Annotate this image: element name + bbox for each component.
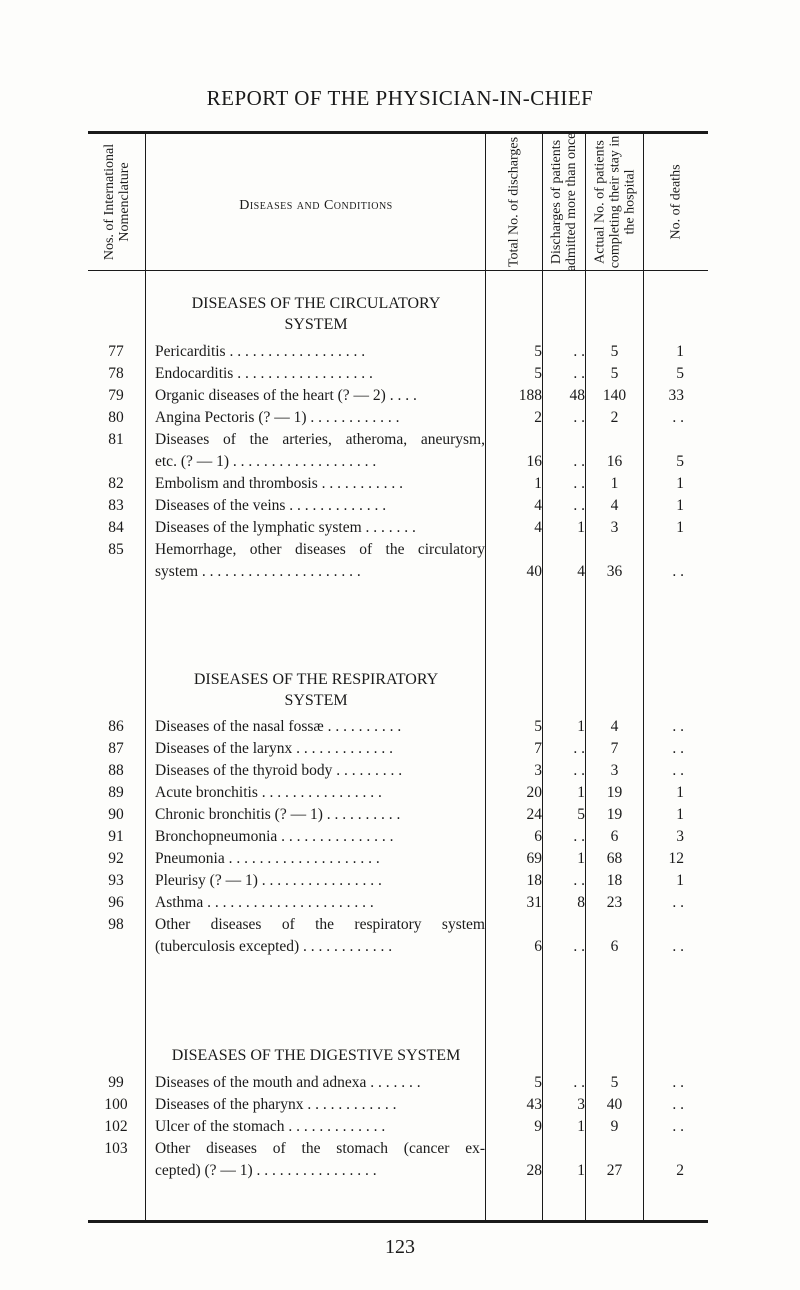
actual-patients: 9 [610,1118,619,1135]
table-row [0,872,800,894]
header-nos [88,134,145,270]
deaths-count: 33 [668,387,684,404]
actual-patients: 140 [602,387,627,404]
disease-name: Diseases of the pharynx . . . . . . . . . . . . [155,1096,397,1113]
total-discharges: 5 [534,365,542,382]
row-number: 96 [108,894,124,911]
header-deaths-line: No. of deaths [668,164,684,240]
section-title-line: DISEASES OF THE CIRCULATORY [191,295,441,312]
disease-name: Ulcer of the stomach . . . . . . . . . . . . . [155,1118,386,1135]
total-discharges: 20 [526,784,542,801]
total-discharges: 5 [534,718,542,735]
discharges-readmitted: . . [573,872,585,889]
discharges-readmitted: . . [573,497,585,514]
table-row [0,343,800,365]
deaths-count: . . [672,740,684,757]
disease-name: Acute bronchitis . . . . . . . . . . . . . . . . [155,784,382,801]
actual-patients: 3 [610,519,619,536]
discharges-readmitted: 1 [577,1118,585,1135]
row-number: 99 [108,1074,124,1091]
row-number: 100 [104,1096,128,1113]
deaths-count: . . [672,563,684,580]
deaths-count: 1 [676,475,684,492]
disease-name: Asthma . . . . . . . . . . . . . . . . . . . . . . [155,894,374,911]
header-discharges-line: Discharges of patients [549,139,564,265]
table-row [0,541,800,585]
discharges-readmitted: 3 [577,1096,585,1113]
table-row [0,894,800,916]
actual-patients: 4 [610,497,619,514]
discharges-readmitted: 1 [577,850,585,867]
actual-patients: 7 [610,740,619,757]
total-discharges: 24 [526,806,542,823]
discharges-readmitted: . . [573,453,585,470]
discharges-readmitted: 48 [569,387,585,404]
total-discharges: 7 [534,740,542,757]
total-discharges: 4 [534,497,542,514]
table-bottom-rule [88,1220,708,1223]
page-number: 123 [385,1236,415,1258]
row-number: 93 [108,872,124,889]
deaths-count: . . [672,1096,684,1113]
section-title-digestive [148,1045,484,1066]
total-discharges: 43 [526,1096,542,1113]
deaths-count: 1 [676,497,684,514]
row-number: 77 [108,343,124,360]
discharges-readmitted: 1 [577,1162,585,1179]
row-number: 87 [108,740,124,757]
row-number: 86 [108,718,124,735]
disease-name-continued: cepted) (? — 1) . . . . . . . . . . . . . . . . [155,1162,377,1179]
discharges-readmitted: . . [573,409,585,426]
header-total [486,134,542,270]
actual-patients: 5 [610,1074,619,1091]
discharges-readmitted: . . [573,1074,585,1091]
total-discharges: 9 [534,1118,542,1135]
table-row [0,1140,800,1184]
total-discharges: 6 [534,938,542,955]
actual-patients: 19 [606,806,623,823]
deaths-count: 1 [676,806,684,823]
total-discharges: 16 [526,453,542,470]
column-divider [542,134,543,1220]
actual-patients: 16 [606,453,623,470]
table-row [0,409,800,431]
disease-name: Other diseases of the respiratory system [155,916,485,933]
actual-patients: 19 [606,784,623,801]
row-number: 81 [108,431,124,448]
section-title-line: SYSTEM [284,316,348,333]
row-number: 91 [108,828,124,845]
table-row [0,828,800,850]
section-title-respiratory [148,669,484,711]
header-bottom-rule [88,270,708,271]
deaths-count: 1 [676,519,684,536]
actual-patients: 1 [610,475,619,492]
disease-name: Hemorrhage, other diseases of the circulatory [155,541,485,558]
discharges-readmitted: 1 [577,519,585,536]
disease-name: Diseases of the lymphatic system . . . . . . . [155,519,416,536]
table-row [0,916,800,960]
disease-name: Chronic bronchitis (? — 1) . . . . . . . . . . [155,806,401,823]
column-divider [485,134,486,1220]
row-number: 89 [108,784,124,801]
row-number: 80 [108,409,124,426]
total-discharges: 1 [534,475,542,492]
column-divider [585,134,586,1220]
row-number: 79 [108,387,124,404]
discharges-readmitted: . . [573,938,585,955]
actual-patients: 3 [610,762,619,779]
disease-name: Diseases of the larynx . . . . . . . . . . . . . [155,740,394,757]
disease-name: Pericarditis . . . . . . . . . . . . . . . . . . [155,343,366,360]
page-title: REPORT OF THE PHYSICIAN-IN-CHIEF [206,86,594,110]
disease-name: Diseases of the arteries, atheroma, aneurysm, [155,431,485,448]
table-row [0,850,800,872]
deaths-count: . . [672,762,684,779]
table-row [0,784,800,806]
table-row [0,740,800,762]
deaths-count: . . [672,894,684,911]
total-discharges: 28 [526,1162,542,1179]
section-title-line: SYSTEM [284,692,348,709]
total-discharges: 188 [518,387,542,404]
total-discharges: 18 [526,872,542,889]
disease-name: Pleurisy (? — 1) . . . . . . . . . . . . . . . . [155,872,382,889]
total-discharges: 40 [526,563,542,580]
actual-patients: 6 [610,828,619,845]
actual-patients: 23 [606,894,623,911]
discharges-readmitted: 5 [577,806,585,823]
deaths-count: 12 [668,850,684,867]
disease-name-continued: system . . . . . . . . . . . . . . . . . . . . . [155,563,361,580]
actual-patients: 5 [610,343,619,360]
header-actual-line: the hospital [622,169,637,235]
column-divider [145,134,146,1220]
actual-patients: 68 [606,850,623,867]
disease-name: Organic diseases of the heart (? — 2) . . . . [155,387,417,404]
actual-patients: 6 [610,938,619,955]
row-number: 90 [108,806,124,823]
row-number: 103 [104,1140,128,1157]
discharges-readmitted: 1 [577,718,585,735]
header-total-line: Total No. of discharges [506,136,522,268]
section-title-line: DISEASES OF THE RESPIRATORY [193,671,439,688]
disease-name: Pneumonia . . . . . . . . . . . . . . . . . . . . [155,850,380,867]
row-number: 84 [108,519,124,536]
discharges-readmitted: 8 [577,894,585,911]
actual-patients: 40 [606,1096,623,1113]
row-number: 92 [108,850,124,867]
table-row [0,718,800,740]
total-discharges: 3 [534,762,542,779]
row-number: 85 [108,541,124,558]
section-title-line: DISEASES OF THE DIGESTIVE SYSTEM [171,1047,461,1064]
discharges-readmitted: . . [573,343,585,360]
disease-name: Diseases of the nasal fossæ . . . . . . . . . . [155,718,402,735]
deaths-count: 2 [676,1162,684,1179]
deaths-count: . . [672,409,684,426]
header-actual-line: completing their stay in [607,135,622,269]
column-divider [643,134,644,1220]
disease-name: Diseases of the thyroid body . . . . . . . . . [155,762,403,779]
deaths-count: 1 [676,784,684,801]
table-row [0,387,800,409]
header-nos-line: Nos. of International [101,143,117,261]
discharges-readmitted: . . [573,475,585,492]
discharges-readmitted: . . [573,365,585,382]
deaths-count: 1 [676,343,684,360]
actual-patients: 5 [610,365,619,382]
header-deaths [644,134,708,270]
deaths-count: 1 [676,872,684,889]
row-number: 98 [108,916,124,933]
total-discharges: 5 [534,343,542,360]
header-actual-line: Actual No. of patients [592,140,607,264]
discharges-readmitted: 1 [577,784,585,801]
table-row [0,519,800,541]
total-discharges: 69 [526,850,542,867]
header-discharges-line: admitted more than once [564,132,579,272]
disease-name-continued: etc. (? — 1) . . . . . . . . . . . . . . . . . . . [155,453,377,470]
section-title-circulatory [148,293,484,335]
row-number: 78 [108,365,124,382]
deaths-count: 3 [676,828,684,845]
disease-name: Angina Pectoris (? — 1) . . . . . . . . . . . . [155,409,400,426]
table-row [0,1074,800,1096]
table-row [0,762,800,784]
disease-name: Endocarditis . . . . . . . . . . . . . . . . . . [155,365,373,382]
header-actual [586,134,643,270]
table-row [0,1096,800,1118]
table-row [0,431,800,475]
deaths-count: 5 [676,453,684,470]
discharges-readmitted: . . [573,762,585,779]
actual-patients: 27 [606,1162,623,1179]
disease-name: Embolism and thrombosis . . . . . . . . . . . [155,475,403,492]
actual-patients: 36 [606,563,623,580]
table-row [0,475,800,497]
actual-patients: 4 [610,718,619,735]
disease-name: Other diseases of the stomach (cancer ex- [155,1140,485,1157]
total-discharges: 5 [534,1074,542,1091]
table-row [0,497,800,519]
disease-name: Bronchopneumonia . . . . . . . . . . . . . . . [155,828,394,845]
header-diseases: Diseases and Conditions [239,198,393,213]
discharges-readmitted: . . [573,828,585,845]
total-discharges: 2 [534,409,542,426]
row-number: 82 [108,475,124,492]
table-row [0,1118,800,1140]
discharges-readmitted: . . [573,740,585,757]
discharges-readmitted: 4 [577,563,585,580]
deaths-count: . . [672,718,684,735]
header-nos-line: Nomenclature [116,162,132,242]
header-discharges-more [543,134,585,270]
deaths-count: . . [672,1074,684,1091]
table-row [0,365,800,387]
actual-patients: 2 [610,409,619,426]
total-discharges: 31 [526,894,542,911]
table-row [0,806,800,828]
disease-name-continued: (tuberculosis excepted) . . . . . . . . . . . . [155,938,393,955]
row-number: 102 [104,1118,128,1135]
deaths-count: . . [672,1118,684,1135]
total-discharges: 4 [534,519,542,536]
deaths-count: . . [672,938,684,955]
row-number: 88 [108,762,124,779]
total-discharges: 6 [534,828,542,845]
row-number: 83 [108,497,124,514]
actual-patients: 18 [606,872,623,889]
disease-name: Diseases of the veins . . . . . . . . . . . . . [155,497,387,514]
deaths-count: 5 [676,365,684,382]
disease-name: Diseases of the mouth and adnexa . . . . . . . [155,1074,421,1091]
